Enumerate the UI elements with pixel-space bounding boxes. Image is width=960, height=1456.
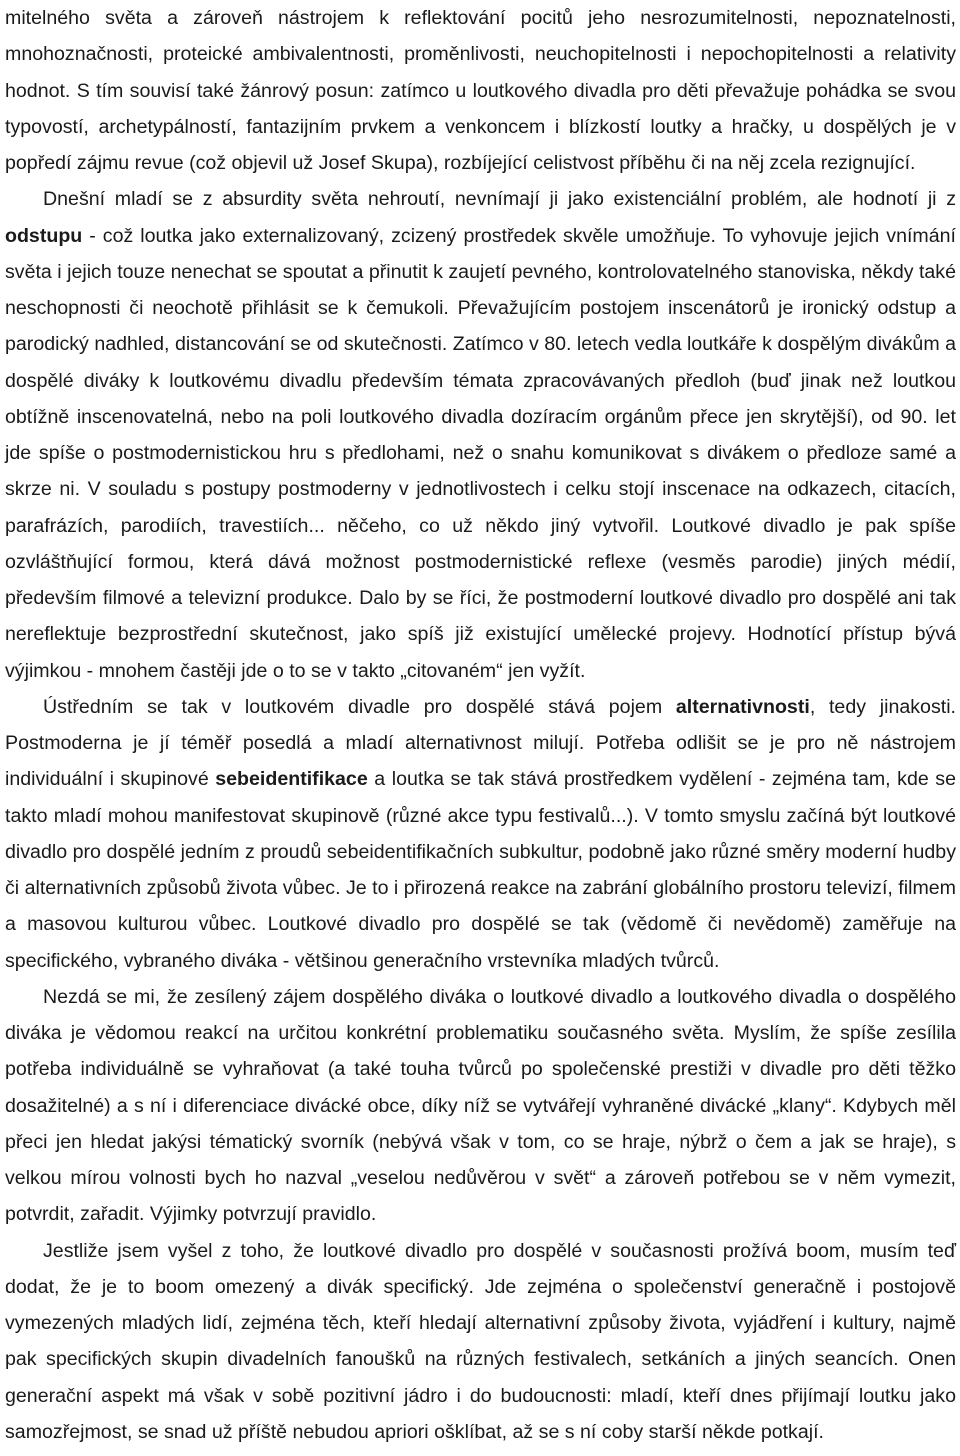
paragraph-2-text-b: - což loutka jako externalizovaný, zcizený prostředek skvěle umožňuje. To vyhovuje jejich vnímání světa i jejich touze nenechat se spoutat a přinutit k zaujetí pevného, kontrolovatelného stanoviska, někdy také neschopnosti či neochotě přihlásit se k čemukoli. Převažujícím postojem inscenátorů je ironický odstup a parodický nadhled, distancování se od skutečnosti. Zatímco v 80. letech vedla loutkáře k dospělým divákům a dospělé diváky k loutkovému divadlu především témata zpracovávaných předloh (buď jinak než loutkou obtížně inscenovatelná, nebo na poli loutkového divadla dozíracím orgánům přece jen skrytější), od 90. let jde spíše o postmodernistickou hru s předlohami, než o snahu komunikovat s divákem o předloze samé a skrze ni. V souladu s postupy postmoderny v jednotlivostech i celku stojí inscenace na odkazech, citacích, parafrázích, parodiích, travestiích... něčeho, co už někdo jiný vytvořil. Loutkové divadlo je pak spíše ozvláštňující formou, která dává možnost postmodernistické reflexe (vesměs parodie) jiných médií, především filmové a televizní produkce. Dalo by se říci, že postmoderní loutkové divadlo pro dospělé ani tak nereflektuje bezprostřední skutečnost, jako spíš již existující umělecké projevy. Hodnotící přístup bývá výjimkou - mnohem častěji jde o to se v takto „citovaném“ jen vyžít. <box>5 224 956 682</box>
paragraph-2 <box>5 181 956 689</box>
paragraph-4 <box>5 979 956 1233</box>
emphasis-sebeidentifikace: sebeidentifikace <box>215 768 368 791</box>
paragraph-3 <box>5 689 956 979</box>
article-body <box>5 0 956 1450</box>
paragraph-3-text-b: , tedy jinakosti. Postmoderna je jí téměř posedlá a mladí alternativnost milují. Potřeba odlišit se je pro ně nástrojem individuální i skupinové <box>5 695 956 791</box>
paragraph-5 <box>5 1233 956 1451</box>
paragraph-2-text-a: Dnešní mladí se z absurdity světa nehroutí, nevnímají ji jako existenciální problém, ale hodnotí ji z <box>43 188 956 211</box>
paragraph-3-text-a: Ústředním se tak v loutkovém divadle pro dospělé stává pojem <box>43 695 676 718</box>
paragraph-3-text-c: a loutka se tak stává prostředkem vydělení - zejména tam, kde se takto mladí mohou manifestovat skupinově (různé akce typu festivalů...). V tomto smyslu začíná být loutkové divadlo pro dospělé jedním z proudů sebeidentifikačních subkultur, podobně jako různé směry moderní hudby či alternativních způsobů života vůbec. Je to i přirozená reakce na zabrání globálního prostoru televizí, filmem a masovou kulturou vůbec. Loutkové divadlo pro dospělé se tak (vědomě či nevědomě) zaměřuje na specifického, vybraného diváka - většinou generačního vrstevníka mladých tvůrců. <box>5 768 956 972</box>
emphasis-odstupu: odstupu <box>5 224 83 247</box>
emphasis-alternativnosti: alternativnosti <box>675 695 810 718</box>
paragraph-1-text: mitelného světa a zároveň nástrojem k reflektování pocitů jeho nesrozumitelnosti, nepoznatelnosti, mnohoznačnosti, proteické ambivalentnosti, proměnlivosti, neuchopitelnosti i nepochopitelnosti a relativity hodnot. S tím souvisí také žánrový posun: zatímco u loutkového divadla pro děti převažuje pohádka se svou typovostí, archetypálností, fantazijním prvkem a venkoncem i blízkostí loutky a hračky, u dospělých je v popředí zájmu revue (což objevil už Josef Skupa), rozbíjející celistvost příběhu či na něj zcela rezignující. <box>5 7 956 174</box>
paragraph-1 <box>5 0 956 181</box>
paragraph-4-text: Nezdá se mi, že zesílený zájem dospělého diváka o loutkové divadlo a loutkového divadla o dospělého diváka je vědomou reakcí na určitou konkrétní problematiku současného světa. Myslím, že spíše zesílila potřeba individuálně se vyhraňovat (a také touha tvůrců po společenské prestiži v divadle pro děti těžko dosažitelné) a s ní i diferenciace divácké obce, díky níž se vytvářejí vyhraněné divácké „klany“. Kdybych měl přeci jen hledat jakýsi tématický svorník (nebývá však v tom, co se hraje, nýbrž o čem a jak se hraje), s velkou mírou volnosti bych ho nazval „veselou nedůvěrou v svět“ a zároveň potřebou se v něm vymezit, potvrdit, zařadit. Výjimky potvrzují pravidlo. <box>5 985 956 1226</box>
paragraph-5-text: Jestliže jsem vyšel z toho, že loutkové divadlo pro dospělé v současnosti prožívá boom, musím teď dodat, že je to boom omezený a divák specifický. Jde zejména o společenství generačně i postojově vymezených mladých lidí, zejména těch, kteří hledají alternativní způsoby života, vyjádření i kultury, najmě pak specifických skupin divadelních fanoušků na různých festivalech, setkáních a jiných seancích. Onen generační aspekt má však v sobě pozitivní jádro i do budoucnosti: mladí, kteří dnes přijímají loutku jako samozřejmost, se snad už příště nebudou apriori ošklíbat, až se s ní coby starší někde potkají. <box>5 1239 956 1443</box>
